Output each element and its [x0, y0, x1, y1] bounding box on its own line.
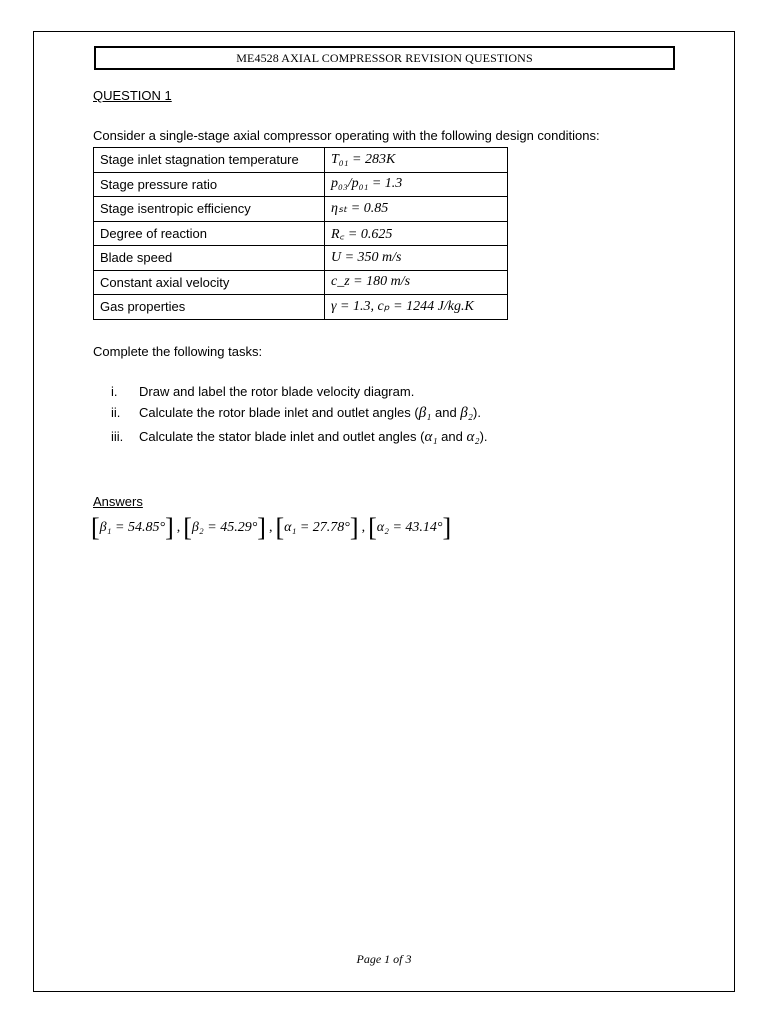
condition-value: γ = 1.3, cₚ = 1244 J/kg.K: [325, 295, 508, 320]
alpha1-symbol: α₁: [424, 429, 438, 445]
answer-alpha1: α₁ = 27.78°: [284, 520, 350, 535]
condition-label: Stage isentropic efficiency: [94, 197, 325, 222]
condition-label: Degree of reaction: [94, 221, 325, 246]
task-text: Calculate the stator blade inlet and outlet angles (α₁ and α₂).: [139, 429, 488, 445]
task-text: Draw and label the rotor blade velocity diagram.: [139, 384, 415, 399]
beta2-symbol: β₂: [460, 405, 473, 421]
table-row: [94, 148, 508, 173]
document-page: [33, 31, 735, 992]
answers-heading: Answers: [93, 494, 143, 509]
table-row: [94, 221, 508, 246]
condition-value: R꜀ = 0.625: [325, 221, 508, 246]
task-number: i.: [111, 384, 118, 399]
task-text: Calculate the rotor blade inlet and outlet angles (β₁ and β₂).: [139, 405, 481, 421]
task-item: [93, 405, 481, 422]
task-item: [93, 429, 488, 446]
table-row: [94, 295, 508, 320]
condition-label: Stage pressure ratio: [94, 172, 325, 197]
answer-beta1: β₁ = 54.85°: [99, 520, 166, 535]
table-row: [94, 270, 508, 295]
table-row: [94, 246, 508, 271]
design-conditions-table: [93, 147, 508, 320]
condition-value: T₀₁ = 283K: [325, 148, 508, 173]
condition-value: U = 350 m/s: [325, 246, 508, 271]
tasks-intro: Complete the following tasks:: [93, 344, 263, 359]
table-row: [94, 172, 508, 197]
alpha2-symbol: α₂: [466, 429, 480, 445]
question-intro: Consider a single-stage axial compressor operating with the following design conditions:: [93, 128, 600, 143]
question-heading: QUESTION 1: [93, 88, 172, 103]
answer-beta2: β₂ = 45.29°: [191, 520, 258, 535]
task-number: iii.: [111, 429, 124, 444]
answer-alpha2: α₂ = 43.14°: [376, 520, 443, 535]
task-number: ii.: [111, 405, 121, 420]
table-row: [94, 197, 508, 222]
task-item: [93, 384, 414, 399]
condition-value: p₀₃/p₀₁ = 1.3: [325, 172, 508, 197]
page-number: Page 1 of 3: [356, 952, 412, 966]
beta1-symbol: β₁: [418, 405, 432, 421]
condition-value: c_z = 180 m/s: [325, 270, 508, 295]
condition-label: Stage inlet stagnation temperature: [94, 148, 325, 173]
condition-value: ηₛₜ = 0.85: [325, 197, 508, 222]
document-title: ME4528 AXIAL COMPRESSOR REVISION QUESTIONS: [94, 46, 675, 70]
condition-label: Constant axial velocity: [94, 270, 325, 295]
condition-label: Gas properties: [94, 295, 325, 320]
condition-label: Blade speed: [94, 246, 325, 271]
answers-line: [ β₁ = 54.85° ] , [ β₂ = 45.29° ] , [ α₁ = 27.78° ] , [ α₂ = 43.14° ]: [91, 513, 452, 542]
